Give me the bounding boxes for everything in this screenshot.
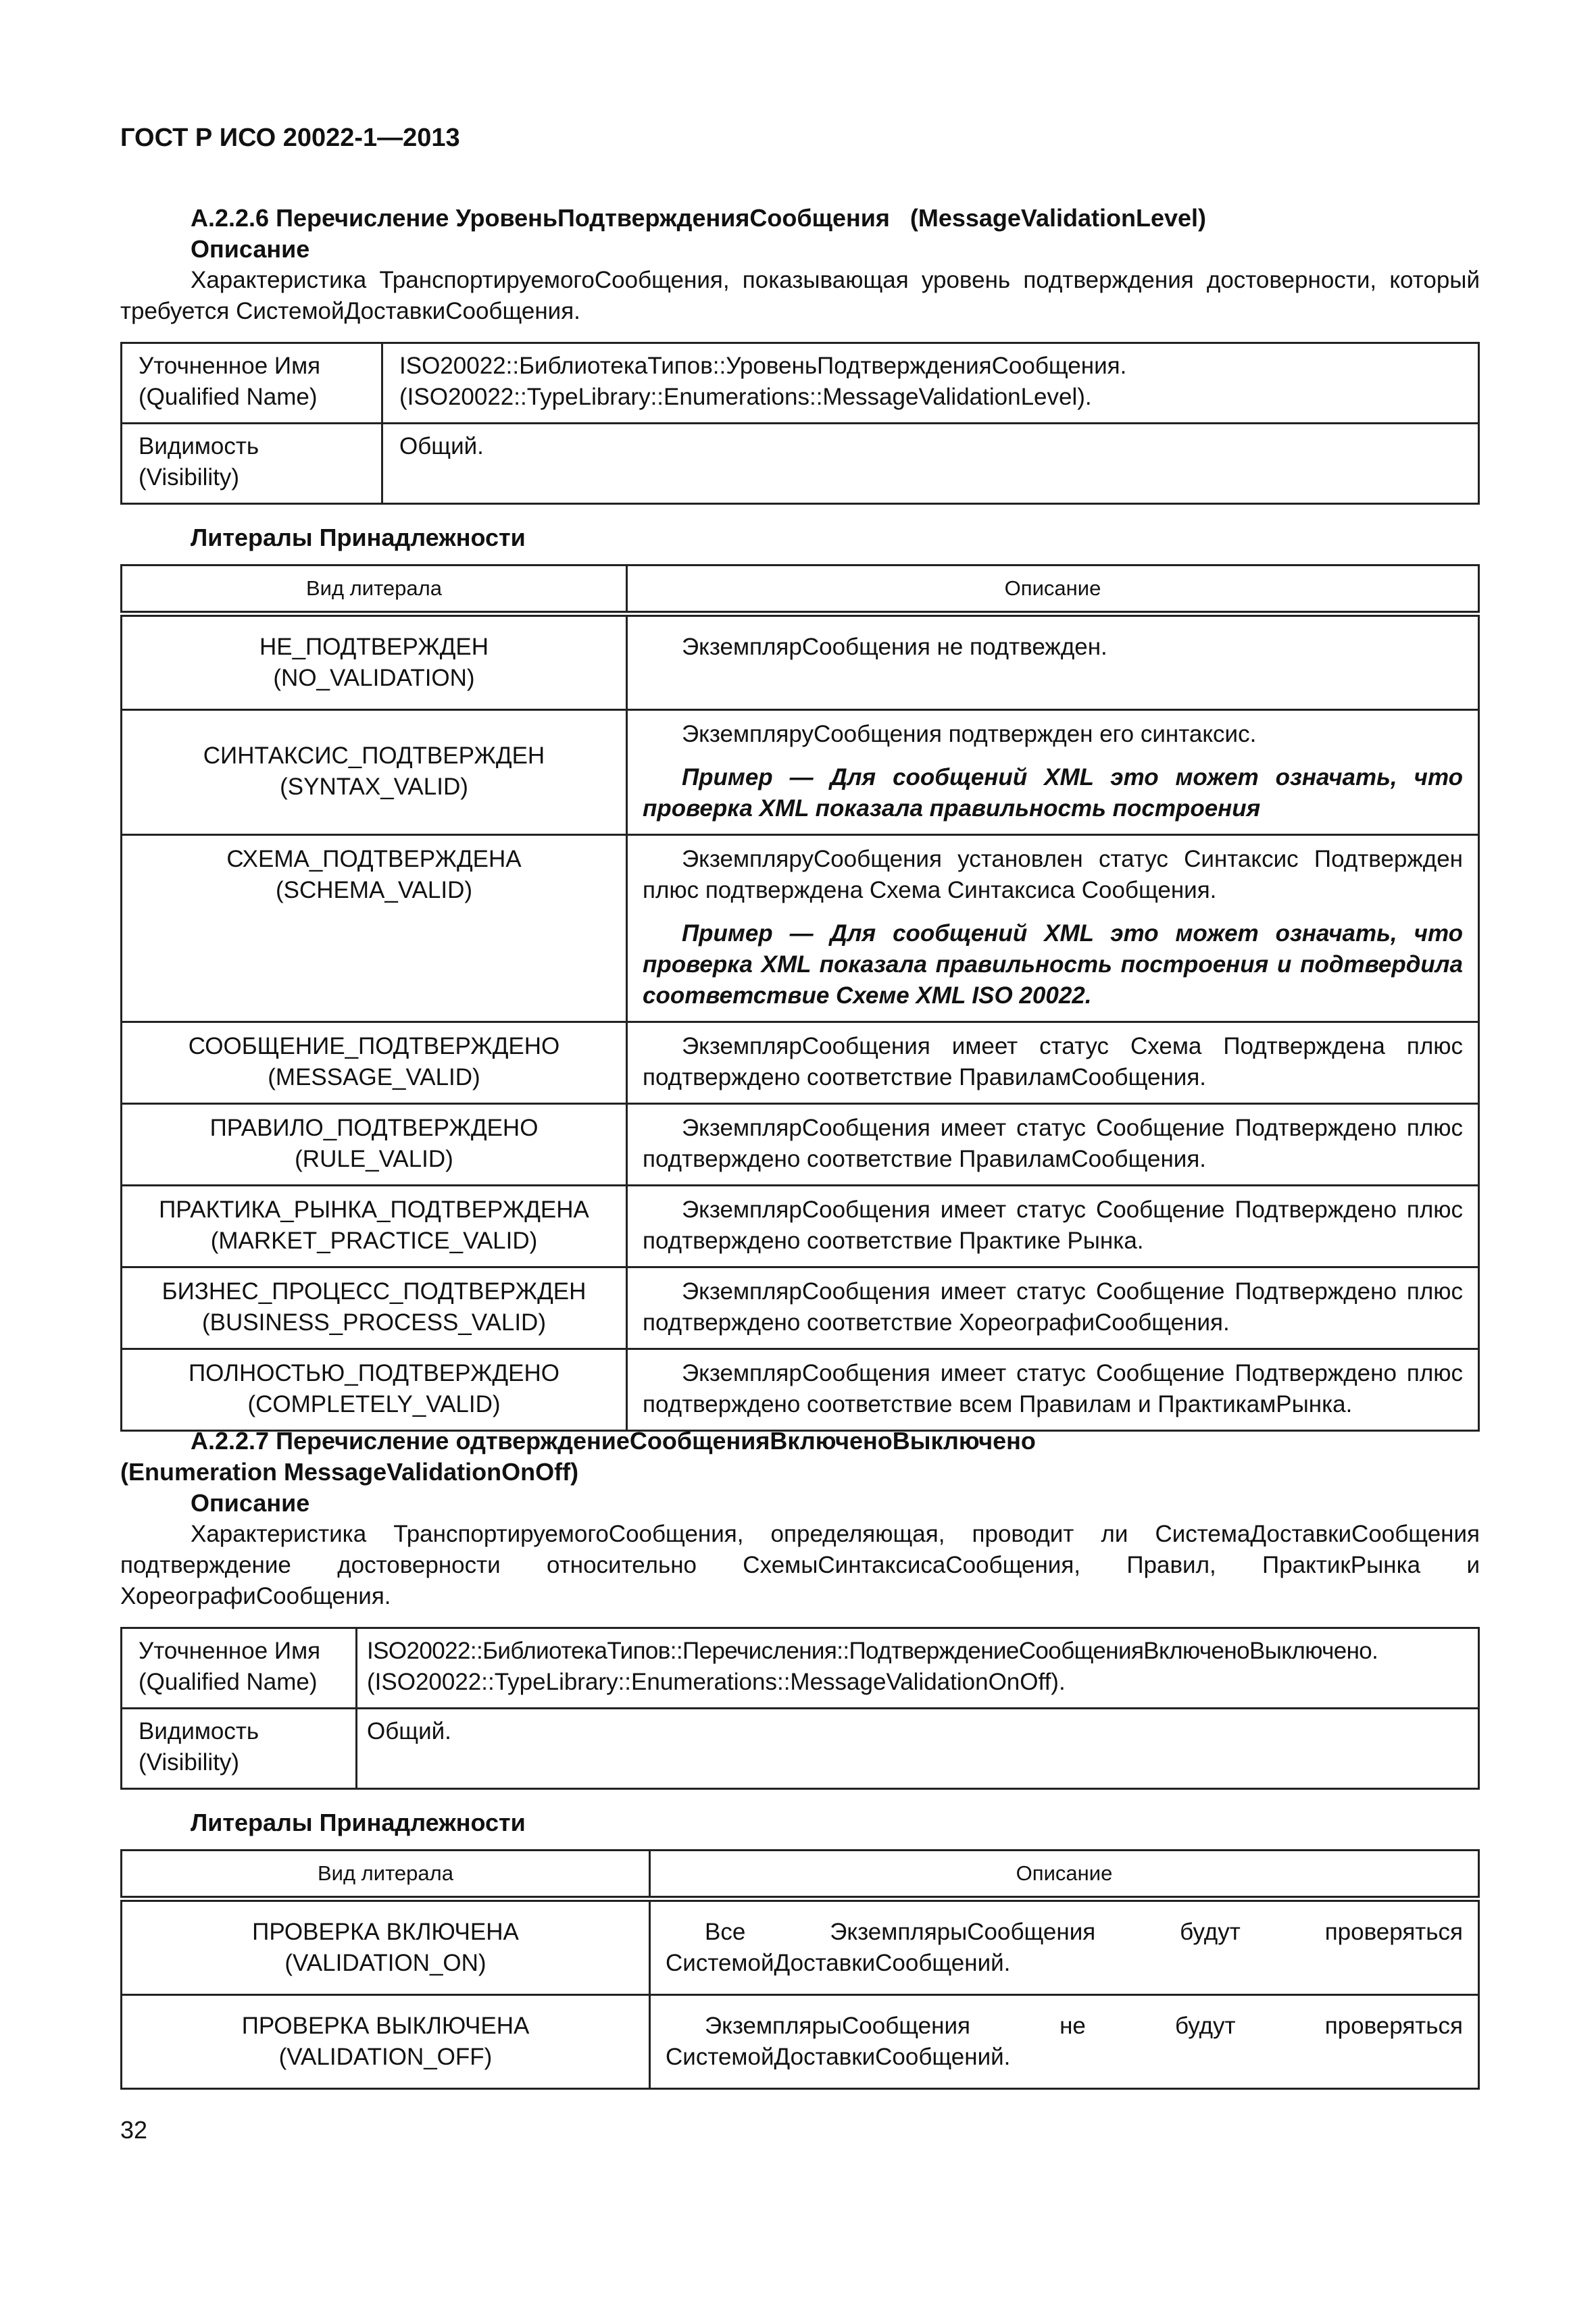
- literal-name: СХЕМА_ПОДТВЕРЖДЕНА (SCHEMA_VALID): [122, 835, 627, 1022]
- section-message-validation-level: [120, 203, 1480, 1432]
- table-row: [122, 1186, 1479, 1267]
- example-note: Пример — Для сообщений XML это может означать, что проверка XML показала правильность построения: [643, 764, 1463, 822]
- description-heading: Описание: [191, 1489, 310, 1517]
- literal-name: СООБЩЕНИЕ_ПОДТВЕРЖДЕНО (MESSAGE_VALID): [122, 1022, 627, 1104]
- table-row: [122, 614, 1479, 710]
- table-row: [122, 1628, 1479, 1709]
- property-value: ISO20022::БиблиотекаТипов::УровеньПодтвержденияСообщения. (ISO20022::TypeLibrary::Enumerations::MessageValidationLevel).: [382, 343, 1479, 424]
- property-label: Уточненное Имя (Qualified Name): [122, 1628, 357, 1709]
- literals-table: [120, 1849, 1480, 2090]
- standard-header: ГОСТ Р ИСО 20022-1—2013: [120, 124, 460, 152]
- property-label: Видимость (Visibility): [122, 1709, 357, 1789]
- table-row: [122, 1104, 1479, 1186]
- literals-title: Литералы Принадлежности: [191, 524, 526, 551]
- literal-description: ЭкземплярСообщения имеет статус Сообщение Подтверждено плюс подтверждено соответствие всем Правилам и ПрактикамРынка.: [627, 1349, 1479, 1431]
- literal-name: БИЗНЕС_ПРОЦЕСС_ПОДТВЕРЖДЕН (BUSINESS_PROCESS_VALID): [122, 1267, 627, 1349]
- literal-name: НЕ_ПОДТВЕРЖДЕН (NO_VALIDATION): [122, 614, 627, 710]
- literal-description: ЭкземплярСообщения имеет статус Сообщение Подтверждено плюс подтверждено соответствие ПравиламСообщения.: [627, 1104, 1479, 1186]
- properties-table: [120, 342, 1480, 505]
- property-value: ISO20022::БиблиотекаТипов::Перечисления::ПодтверждениеСообщенияВключеноВыключено. (ISO20022::TypeLibrary::Enumerations::MessageValidationOnOff).: [357, 1628, 1479, 1709]
- literal-description: ЭкземпляруСообщения установлен статус Синтаксис Подтвержден плюс подтверждена Схема Синтаксиса Сообщения. Пример — Для сообщений XML это может означать, что проверка XML показала правильность построения и подтвердила соответствие Схеме XML ISO 20022.: [627, 835, 1479, 1022]
- table-row: [122, 1349, 1479, 1431]
- table-row: [122, 835, 1479, 1022]
- property-label: Уточненное Имя (Qualified Name): [122, 343, 382, 424]
- section-title-english: (Enumeration MessageValidationOnOff): [120, 1458, 579, 1486]
- property-label: Видимость (Visibility): [122, 424, 382, 504]
- column-header-description: Описание: [650, 1851, 1479, 1899]
- table-row: [122, 424, 1479, 504]
- table-row: [122, 1709, 1479, 1789]
- literals-table: [120, 564, 1480, 1432]
- page-number: 32: [120, 2116, 148, 2144]
- literal-description: Все ЭкземплярыСообщения будут проверяться СистемойДоставкиСообщений.: [650, 1899, 1479, 1995]
- literals-title: Литералы Принадлежности: [191, 1809, 526, 1836]
- property-value: Общий.: [357, 1709, 1479, 1789]
- table-row: [122, 343, 1479, 424]
- column-header-kind: Вид литерала: [122, 565, 627, 614]
- table-row: [122, 1899, 1479, 1995]
- column-header-kind: Вид литерала: [122, 1851, 650, 1899]
- description-heading: Описание: [191, 235, 310, 263]
- literal-name: ПРОВЕРКА ВЫКЛЮЧЕНА (VALIDATION_OFF): [122, 1995, 650, 2089]
- description-text: Характеристика ТранспортируемогоСообщения, показывающая уровень подтверждения достоверности, который требуется СистемойДоставкиСообщения.: [120, 267, 1480, 324]
- literal-name: ПОЛНОСТЬЮ_ПОДТВЕРЖДЕНО (COMPLETELY_VALID): [122, 1349, 627, 1431]
- table-row: [122, 1995, 1479, 2089]
- literal-description: ЭкземплярСообщения имеет статус Сообщение Подтверждено плюс подтверждено соответствие ХореографиСообщения.: [627, 1267, 1479, 1349]
- literal-description: ЭкземплярСообщения имеет статус Сообщение Подтверждено плюс подтверждено соответствие Практике Рынка.: [627, 1186, 1479, 1267]
- literal-description: ЭкземплярыСообщения не будут проверяться СистемойДоставкиСообщений.: [650, 1995, 1479, 2089]
- table-row: [122, 1267, 1479, 1349]
- property-value: Общий.: [382, 424, 1479, 504]
- column-header-description: Описание: [627, 565, 1479, 614]
- table-header-row: [122, 565, 1479, 614]
- description-text: Характеристика ТранспортируемогоСообщения, определяющая, проводит ли СистемаДоставкиСообщения подтверждение достоверности относительно СхемыСинтаксисаСообщения, Правил, ПрактикРынка и ХореографиСообщения.: [120, 1521, 1480, 1609]
- section-title: А.2.2.7 Перечисление одтверждениеСообщенияВключеноВыключено: [191, 1427, 1036, 1455]
- literal-description: ЭкземплярСообщения имеет статус Схема Подтверждена плюс подтверждено соответствие ПравиламСообщения.: [627, 1022, 1479, 1104]
- literal-name: СИНТАКСИС_ПОДТВЕРЖДЕН (SYNTAX_VALID): [122, 710, 627, 835]
- section-message-validation-on-off: [120, 1426, 1480, 2090]
- table-header-row: [122, 1851, 1479, 1899]
- literal-name: ПРАКТИКА_РЫНКА_ПОДТВЕРЖДЕНА (MARKET_PRACTICE_VALID): [122, 1186, 627, 1267]
- literal-name: ПРОВЕРКА ВКЛЮЧЕНА (VALIDATION_ON): [122, 1899, 650, 1995]
- literal-name: ПРАВИЛО_ПОДТВЕРЖДЕНО (RULE_VALID): [122, 1104, 627, 1186]
- literal-description: ЭкземплярСообщения не подтвежден.: [627, 614, 1479, 710]
- properties-table: [120, 1627, 1480, 1790]
- table-row: [122, 710, 1479, 835]
- literal-description: ЭкземпляруСообщения подтвержден его синтаксис. Пример — Для сообщений XML это может означать, что проверка XML показала правильность построения: [627, 710, 1479, 835]
- table-row: [122, 1022, 1479, 1104]
- section-title: А.2.2.6 Перечисление УровеньПодтвержденияСообщения (MessageValidationLevel): [191, 204, 1206, 232]
- example-note: Пример — Для сообщений XML это может означать, что проверка XML показала правильность построения и подтвердила соответствие Схеме XML ISO 20022.: [643, 920, 1463, 1009]
